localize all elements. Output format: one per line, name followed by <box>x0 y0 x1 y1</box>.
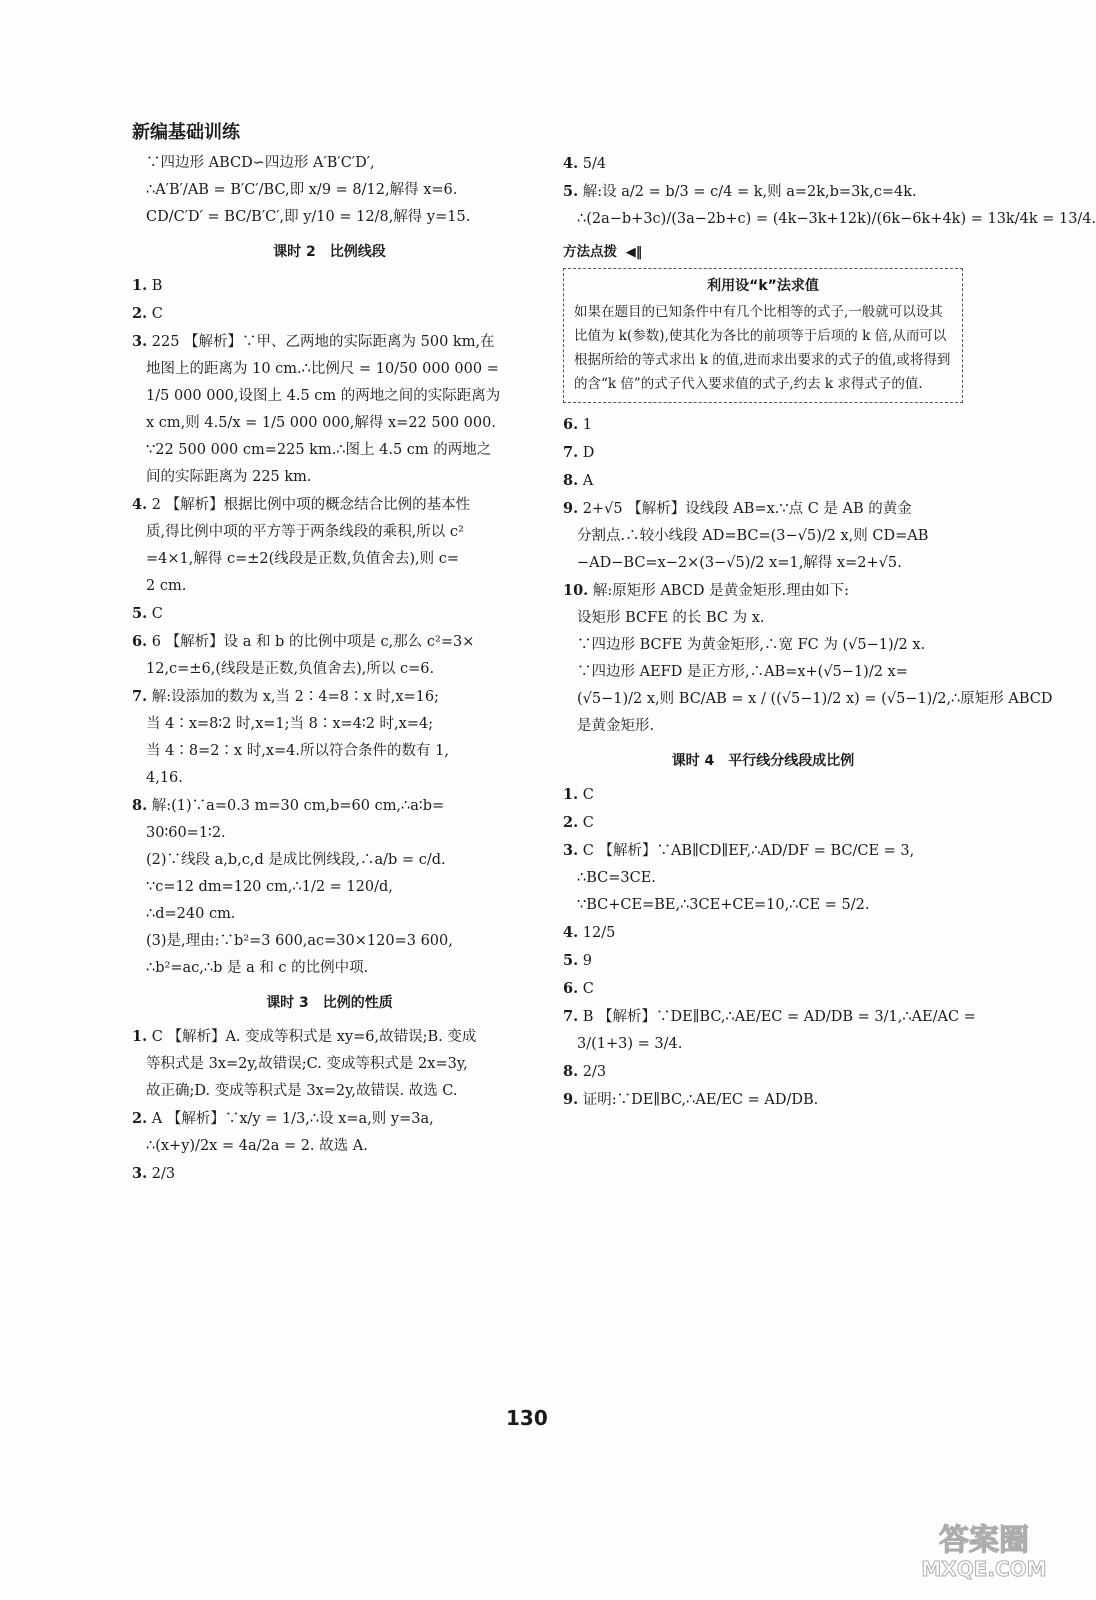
item-text: 解:原矩形 ABCD 是黄金矩形.理由如下: <box>592 583 850 599</box>
answer-item <box>563 947 963 975</box>
item-text: 5/4 <box>582 156 607 172</box>
item-number: 4. <box>563 155 579 172</box>
answer-item <box>563 495 963 523</box>
answer-line: x cm,则 4.5/x = 1/5 000 000,解得 x=22 500 000. <box>146 415 496 431</box>
answer-line: 2 cm. <box>146 578 187 594</box>
answer-line: ∵四边形 AEFD 是正方形,∴AB=x+(√5−1)/2 x= <box>577 664 908 680</box>
item-number: 1. <box>132 1028 148 1045</box>
item-number: 2. <box>132 1110 148 1127</box>
answer-item <box>132 1023 527 1051</box>
speaker-icon: ◀‖ <box>625 245 643 260</box>
item-text: A 【解析】∵x/y = 1/3,∴设 x=a,则 y=3a, <box>151 1111 434 1127</box>
svg-text:MXQE.COM: MXQE.COM <box>921 1557 1047 1581</box>
answer-item <box>132 328 527 356</box>
answer-item <box>132 683 527 711</box>
answer-line: 3/(1+3) = 3/4. <box>577 1036 683 1052</box>
item-text: B <box>151 278 163 294</box>
svg-text:答案圈: 答案圈 <box>939 1523 1029 1558</box>
item-text: 12/5 <box>582 925 616 941</box>
item-text: 解:设添加的数为 x,当 2∶4=8∶x 时,x=16; <box>151 689 440 705</box>
tip-body: 如果在题目的已知条件中有几个比相等的式子,一般就可以设其比值为 k(参数),使其化为各比的前项等于后项的 k 倍,从而可以根据所给的等式求出 k 的值,进而求出要求的式子的值,或将得到的含“k 倍”的式子代入要求值的式子,约去 k 求得式子的值. <box>574 304 951 392</box>
item-number: 1. <box>563 786 579 803</box>
answer-item <box>563 577 963 605</box>
answer-line: 分割点.∴较小线段 AD=BC=(3−√5)/2 x,则 CD=AB <box>577 528 929 544</box>
answer-line: (3)是,理由:∵b²=3 600,ac=30×120=3 600, <box>146 933 453 949</box>
item-number: 3. <box>132 333 148 350</box>
section-title: 课时 3 比例的性质 <box>266 995 393 1011</box>
answer-line: ∵四边形 BCFE 为黄金矩形,∴宽 FC 为 (√5−1)/2 x. <box>577 637 926 653</box>
item-text: A <box>582 473 594 489</box>
item-number: 7. <box>563 1008 579 1025</box>
answer-line: ∴b²=ac,∴b 是 a 和 c 的比例中项. <box>146 960 369 976</box>
section-title: 课时 2 比例线段 <box>273 244 386 260</box>
answer-line: 等积式是 3x=2y,故错误;C. 变成等积式是 2x=3y, <box>146 1056 468 1072</box>
item-text: C <box>151 306 163 322</box>
answer-item <box>563 411 963 439</box>
item-number: 3. <box>563 842 579 859</box>
item-text: 9 <box>582 953 592 969</box>
item-number: 1. <box>132 277 148 294</box>
item-number: 5. <box>132 605 148 622</box>
tip-label: 方法点拨 <box>563 244 617 260</box>
watermark-logo <box>899 1516 1069 1584</box>
item-number: 7. <box>563 444 579 461</box>
answer-line: ∵四边形 ABCD∽四边形 A′B′C′D′, <box>146 155 375 171</box>
page-number: 130 <box>506 1406 548 1430</box>
item-text: 2/3 <box>151 1166 176 1182</box>
item-number: 2. <box>563 814 579 831</box>
item-text: 2 【解析】根据比例中项的概念结合比例的基本性 <box>151 497 471 513</box>
item-number: 6. <box>563 980 579 997</box>
answer-line: 设矩形 BCFE 的长 BC 为 x. <box>577 610 765 626</box>
answer-line: 质,得比例中项的平方等于两条线段的乘积,所以 c² <box>146 524 464 540</box>
item-text: D <box>582 445 595 461</box>
item-number: 9. <box>563 1091 579 1108</box>
item-number: 2. <box>132 305 148 322</box>
method-tip <box>563 239 963 403</box>
item-text: C <box>582 815 594 831</box>
item-text: 证明:∵DE∥BC,∴AE/EC = AD/DB. <box>582 1092 819 1108</box>
item-text: B 【解析】∵DE∥BC,∴AE/EC = AD/DB = 3/1,∴AE/AC = <box>582 1009 976 1025</box>
item-number: 8. <box>563 1063 579 1080</box>
answer-item <box>563 1086 963 1114</box>
item-text: C 【解析】∵AB∥CD∥EF,∴AD/DF = BC/CE = 3, <box>582 843 915 859</box>
item-number: 8. <box>132 797 148 814</box>
item-text: 1 <box>582 417 592 433</box>
answer-item <box>132 1105 527 1133</box>
item-number: 5. <box>563 183 579 200</box>
item-text: C <box>582 787 594 803</box>
answer-line: 12,c=±6,(线段是正数,负值舍去),所以 c=6. <box>146 661 435 677</box>
answer-item <box>563 150 963 178</box>
item-number: 5. <box>563 952 579 969</box>
item-text: 解:设 a/2 = b/3 = c/4 = k,则 a=2k,b=3k,c=4k. <box>582 184 917 200</box>
answer-line: 间的实际距离为 225 km. <box>146 469 312 485</box>
item-number: 8. <box>563 472 579 489</box>
right-column <box>563 150 1096 1114</box>
answer-line: 当 4∶x=8∶2 时,x=1;当 8∶x=4∶2 时,x=4; <box>146 716 434 732</box>
item-number: 10. <box>563 582 589 599</box>
item-number: 4. <box>132 496 148 513</box>
answer-line: CD/C′D′ = BC/B′C′,即 y/10 = 12/8,解得 y=15. <box>146 209 471 225</box>
answer-line: 是黄金矩形. <box>577 718 655 734</box>
right-column-top <box>563 150 1096 233</box>
answer-item <box>563 1003 976 1031</box>
answer-item <box>563 975 963 1003</box>
item-text: 2+√5 【解析】设线段 AB=x.∵点 C 是 AB 的黄金 <box>582 501 912 517</box>
answer-line: 故正确;D. 变成等积式是 3x=2y,故错误. 故选 C. <box>146 1083 458 1099</box>
answer-line: (√5−1)/2 x,则 BC/AB = x / ((√5−1)/2 x) = (√5−1)/2,∴原矩形 ABCD <box>577 691 1053 707</box>
answer-line: ∴A′B′/AB = B′C′/BC,即 x/9 = 8/12,解得 x=6. <box>146 182 458 198</box>
answer-item <box>563 837 963 865</box>
answer-item <box>132 792 527 820</box>
answer-line: 4,16. <box>146 770 183 786</box>
answer-item <box>563 919 963 947</box>
answer-line: (2)∵线段 a,b,c,d 是成比例线段,∴a/b = c/d. <box>146 852 446 868</box>
item-text: C <box>151 606 163 622</box>
answer-line: ∵BC+CE=BE,∴3CE+CE=10,∴CE = 5/2. <box>577 897 870 913</box>
answer-line: =4×1,解得 c=±2(线段是正数,负值舍去),则 c= <box>146 551 460 567</box>
item-number: 3. <box>132 1165 148 1182</box>
answer-item <box>132 300 527 328</box>
item-text: C 【解析】A. 变成等积式是 xy=6,故错误;B. 变成 <box>151 1029 477 1045</box>
answer-line: ∴(x+y)/2x = 4a/2a = 2. 故选 A. <box>146 1138 368 1154</box>
item-number: 6. <box>132 633 148 650</box>
answer-item <box>132 272 527 300</box>
answer-line: 地图上的距离为 10 cm.∴比例尺 = 10/50 000 000 = <box>146 361 499 377</box>
right-column-bottom <box>563 411 1053 1114</box>
item-number: 6. <box>563 416 579 433</box>
answer-line: ∵22 500 000 cm=225 km.∴图上 4.5 cm 的两地之 <box>146 442 492 458</box>
answer-line: ∴(2a−b+3c)/(3a−2b+c) = (4k−3k+12k)/(6k−6k+4k) = 13k/4k = 13/4. <box>577 211 1096 227</box>
page-header-title: 新编基础训练 <box>132 122 240 143</box>
answer-line: 1/5 000 000,设图上 4.5 cm 的两地之间的实际距离为 <box>146 388 501 404</box>
tip-heading: 利用设“k”法求值 <box>707 278 819 294</box>
answer-item <box>563 439 963 467</box>
answer-item <box>563 178 963 206</box>
tip-box <box>563 268 963 403</box>
answer-item <box>132 600 527 628</box>
answer-line: ∴d=240 cm. <box>146 906 236 922</box>
answer-item <box>563 1058 963 1086</box>
item-text: 6 【解析】设 a 和 b 的比例中项是 c,那么 c²=3× <box>151 634 475 650</box>
item-number: 4. <box>563 924 579 941</box>
item-text: 解:(1)∵a=0.3 m=30 cm,b=60 cm,∴a∶b= <box>151 798 445 814</box>
answer-line: ∴BC=3CE. <box>577 870 656 886</box>
answer-item <box>563 467 963 495</box>
answer-item <box>132 491 527 519</box>
answer-line: −AD−BC=x−2×(3−√5)/2 x=1,解得 x=2+√5. <box>577 555 902 571</box>
item-text: C <box>582 981 594 997</box>
answer-item <box>132 628 527 656</box>
answer-item <box>132 1160 527 1188</box>
answer-line: 30∶60=1∶2. <box>146 825 226 841</box>
item-number: 9. <box>563 500 579 517</box>
item-text: 2/3 <box>582 1064 607 1080</box>
left-column <box>132 150 527 1188</box>
item-number: 7. <box>132 688 148 705</box>
answer-line: ∵c=12 dm=120 cm,∴1/2 = 120/d, <box>146 879 393 895</box>
item-text: 225 【解析】∵甲、乙两地的实际距离为 500 km,在 <box>151 334 495 350</box>
answer-item <box>563 781 963 809</box>
section-title: 课时 4 平行线分线段成比例 <box>671 753 855 769</box>
answer-line: 当 4∶8=2∶x 时,x=4.所以符合条件的数有 1, <box>146 743 449 759</box>
answer-item <box>563 809 963 837</box>
